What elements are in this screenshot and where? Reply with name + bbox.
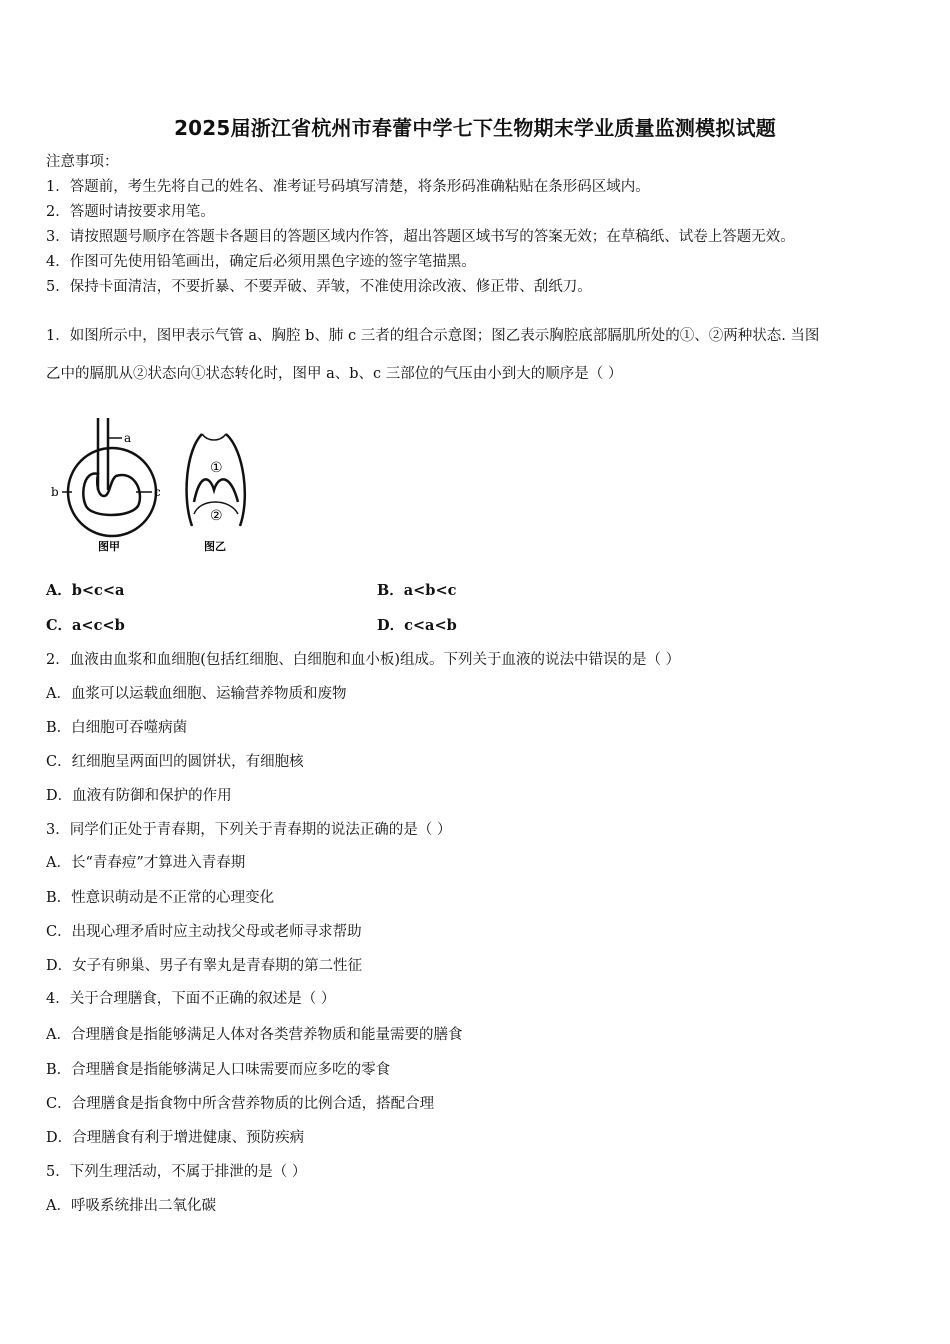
respiration-diagram <box>44 398 284 568</box>
q1-option-c[interactable]: C．a<c<b <box>46 617 125 634</box>
q2-stem: 2．血液由血浆和血细胞(包括红细胞、白细胞和血小板)组成。下列关于血液的说法中错误的是（ ） <box>46 652 681 668</box>
q4-option-a[interactable]: A．合理膳食是指能够满足人体对各类营养物质和能量需要的膳食 <box>46 1027 463 1043</box>
q1-figure <box>44 398 284 568</box>
thorax-right-wall <box>226 434 245 526</box>
caption-jia: 图甲 <box>98 540 120 553</box>
thorax-top <box>202 434 226 440</box>
q1-stem-line1: 1．如图所示中，图甲表示气管 a、胸腔 b、肺 c 三者的组合示意图；图乙表示胸腔底部膈肌所处的①、②两种状态. 当图 <box>46 328 820 344</box>
q2-option-b[interactable]: B．白细胞可吞噬病菌 <box>46 720 188 736</box>
notice-item-5: 5．保持卡面清洁，不要折暴、不要弄破、弄皱，不准使用涂改液、修正带、刮纸刀。 <box>46 279 592 295</box>
notice-heading: 注意事项： <box>46 154 119 170</box>
q1-option-b[interactable]: B．a<b<c <box>377 582 457 599</box>
lung-outline <box>83 474 140 515</box>
q4-option-b[interactable]: B．合理膳食是指能够满足人口味需要而应多吃的零食 <box>46 1062 391 1078</box>
label-c: c <box>154 485 161 499</box>
notice-item-4: 4．作图可先使用铅笔画出，确定后必须用黑色字迹的签字笔描黑。 <box>46 254 476 270</box>
q1-option-a[interactable]: A．b<c<a <box>46 582 125 599</box>
q3-option-b[interactable]: B．性意识萌动是不正常的心理变化 <box>46 890 275 906</box>
q4-option-c[interactable]: C．合理膳食是指食物中所含营养物质的比例合适，搭配合理 <box>46 1096 435 1112</box>
q3-option-d[interactable]: D．女子有卵巢、男子有睾丸是青春期的第二性征 <box>46 958 363 974</box>
q3-stem: 3．同学们正处于青春期，下列关于青春期的说法正确的是（ ） <box>46 822 452 838</box>
label-b: b <box>51 485 59 499</box>
notice-item-2: 2．答题时请按要求用笔。 <box>46 204 215 220</box>
q2-option-d[interactable]: D．血液有防御和保护的作用 <box>46 788 232 804</box>
notice-item-1: 1．答题前，考生先将自己的姓名、准考证号码填写清楚，将条形码准确粘贴在条形码区域内。 <box>46 179 650 195</box>
label-a: a <box>124 431 132 445</box>
label-1: ① <box>210 460 223 476</box>
q1-stem-line2: 乙中的膈肌从②状态向①状态转化时，图甲 a、b、c 三部位的气压由小到大的顺序是（ ） <box>46 366 623 382</box>
diaphragm-state-1 <box>194 479 238 502</box>
q3-option-c[interactable]: C．出现心理矛盾时应主动找父母或老师寻求帮助 <box>46 924 362 940</box>
q1-option-d[interactable]: D．c<a<b <box>377 617 457 634</box>
q3-option-a[interactable]: A．长“青春痘”才算进入青春期 <box>46 855 246 871</box>
label-2: ② <box>210 508 223 524</box>
q2-option-c[interactable]: C．红细胞呈两面凹的圆饼状，有细胞核 <box>46 754 304 770</box>
q5-stem: 5．下列生理活动，不属于排泄的是（ ） <box>46 1164 307 1180</box>
q5-option-a[interactable]: A．呼吸系统排出二氧化碳 <box>46 1198 216 1214</box>
figure-jia <box>62 418 156 536</box>
caption-yi: 图乙 <box>204 540 226 553</box>
notice-item-3: 3．请按照题号顺序在答题卡各题目的答题区域内作答，超出答题区域书写的答案无效；在草稿纸、试卷上答题无效。 <box>46 229 795 245</box>
q2-option-a[interactable]: A．血浆可以运载血细胞、运输营养物质和废物 <box>46 686 347 702</box>
q4-option-d[interactable]: D．合理膳食有利于增进健康、预防疾病 <box>46 1130 305 1146</box>
q4-stem: 4．关于合理膳食，下面不正确的叙述是（ ） <box>46 991 336 1007</box>
page-title: 2025届浙江省杭州市春蕾中学七下生物期末学业质量监测模拟试题 <box>174 116 776 140</box>
